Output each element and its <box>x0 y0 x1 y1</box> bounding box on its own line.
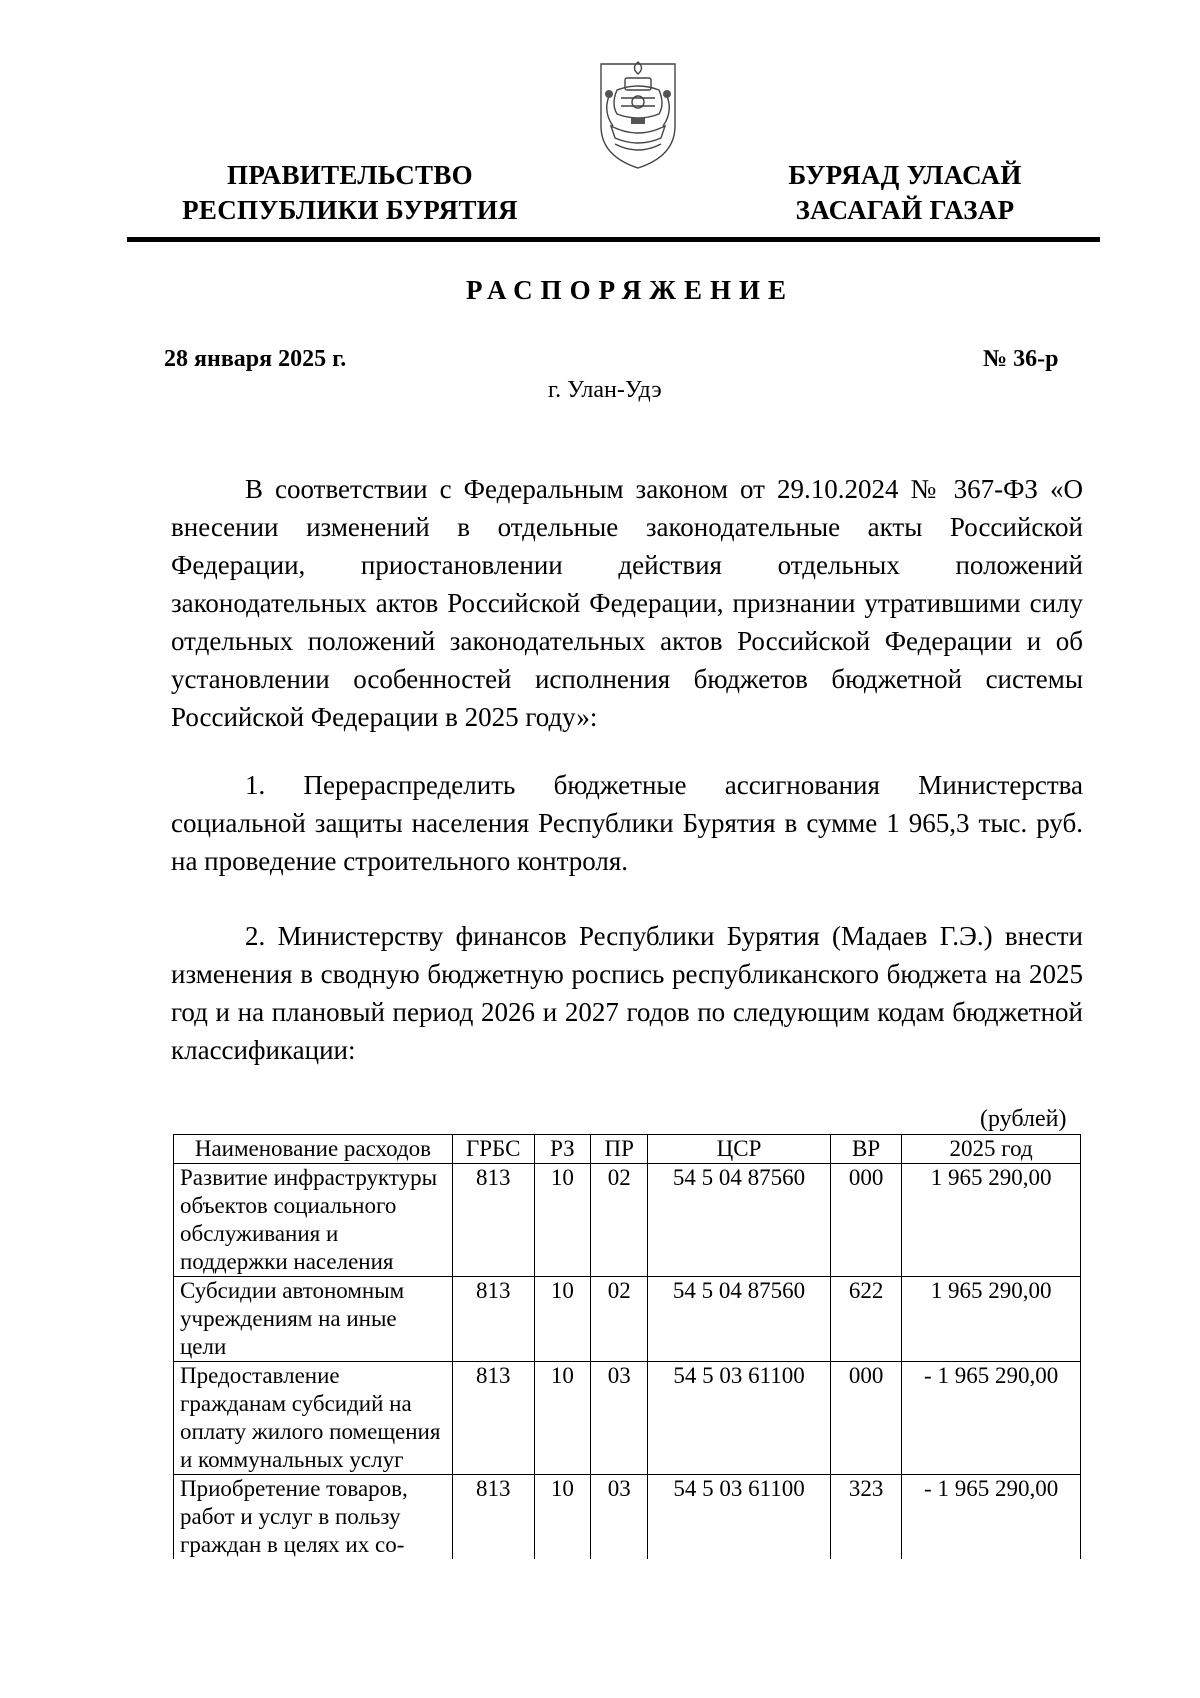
table-row <box>174 1362 1081 1475</box>
header-csr: ЦСР <box>648 1135 831 1164</box>
budget-table <box>173 1134 1081 1559</box>
row-vr: 000 <box>830 1362 901 1475</box>
row-grbs: 813 <box>452 1362 534 1475</box>
row-grbs: 813 <box>452 1164 534 1277</box>
row-name: Развитие инфраструктуры объектов социального обслуживания и поддержки населения <box>174 1164 453 1277</box>
row-vr: 000 <box>830 1164 901 1277</box>
row-amount: 1 965 290,00 <box>902 1277 1081 1362</box>
row-csr: 54 5 04 87560 <box>648 1164 831 1277</box>
row-grbs: 813 <box>452 1475 534 1560</box>
header-right-line2: ЗАСАГАЙ ГАЗАР <box>795 195 1015 225</box>
header-right-line1: БУРЯАД УЛАСАЙ <box>788 160 1022 190</box>
row-name: Приобретение товаров, работ и услуг в пользу граждан в целях их со- <box>174 1475 453 1560</box>
row-rz: 10 <box>534 1277 591 1362</box>
document-title: РАСПОРЯЖЕНИЕ <box>465 275 795 305</box>
header-rz: РЗ <box>534 1135 591 1164</box>
header-grbs: ГРБС <box>452 1135 534 1164</box>
row-vr: 323 <box>830 1475 901 1560</box>
header-pr: ПР <box>591 1135 648 1164</box>
row-grbs: 813 <box>452 1277 534 1362</box>
header-name: Наименование расходов <box>174 1135 453 1164</box>
header-vr: ВР <box>830 1135 901 1164</box>
table-row <box>174 1164 1081 1277</box>
row-name: Предоставление гражданам субсидий на оплату жилого помещения и коммунальных услуг <box>174 1362 453 1475</box>
government-name-buryat <box>710 158 1100 228</box>
row-rz: 10 <box>534 1475 591 1560</box>
header-left-line2: РЕСПУБЛИКИ БУРЯТИЯ <box>182 195 518 225</box>
document-number: № 36-р <box>983 346 1059 372</box>
row-csr: 54 5 03 61100 <box>648 1362 831 1475</box>
row-pr: 02 <box>591 1277 648 1362</box>
row-amount: - 1 965 290,00 <box>902 1362 1081 1475</box>
row-vr: 622 <box>830 1277 901 1362</box>
preamble-paragraph: В соответствии с Федеральным законом от 29.10.2024 № 367-ФЗ «О внесении изменений в отдельные законодательные акты Российской Федерации, приостановлении действия отдельных положений законодательных актов Российской Федерации, признании утратившими силу отдельных положений законодательных актов Российской Федерации и об установлении особенностей исполнения бюджетов бюджетной системы Российской Федерации в 2025 году»: <box>171 474 1083 732</box>
row-rz: 10 <box>534 1362 591 1475</box>
table-row <box>174 1475 1081 1560</box>
row-pr: 02 <box>591 1164 648 1277</box>
government-name-russian <box>160 158 540 228</box>
item-2-paragraph: 2. Министерству финансов Республики Бурятия (Мадаев Г.Э.) внести изменения в сводную бюджетную роспись республиканского бюджета на 2025 год и на плановый период 2026 и 2027 годов по следующим кодам бюджетной классификации: <box>171 921 1083 1065</box>
coat-of-arms-emblem <box>595 56 681 172</box>
row-csr: 54 5 04 87560 <box>648 1277 831 1362</box>
row-amount: - 1 965 290,00 <box>902 1475 1081 1560</box>
table-header-row <box>174 1135 1081 1164</box>
row-name: Субсидии автономным учреждениям на иные цели <box>174 1277 453 1362</box>
row-pr: 03 <box>591 1362 648 1475</box>
table-row <box>174 1277 1081 1362</box>
header-left-line1: ПРАВИТЕЛЬСТВО <box>227 160 473 190</box>
row-pr: 03 <box>591 1475 648 1560</box>
row-amount: 1 965 290,00 <box>902 1164 1081 1277</box>
row-csr: 54 5 03 61100 <box>648 1475 831 1560</box>
header-divider <box>127 237 1100 242</box>
table-units-label: (рублей) <box>980 1106 1067 1132</box>
row-rz: 10 <box>534 1164 591 1277</box>
header-amount: 2025 год <box>902 1135 1081 1164</box>
item-1-paragraph: 1. Перераспределить бюджетные ассигнования Министерства социальной защиты населения Республики Бурятия в сумме 1 965,3 тыс. руб. на проведение строительного контроля. <box>171 770 1083 876</box>
document-city: г. Улан-Удэ <box>548 377 662 403</box>
document-date: 28 января 2025 г. <box>164 346 347 372</box>
